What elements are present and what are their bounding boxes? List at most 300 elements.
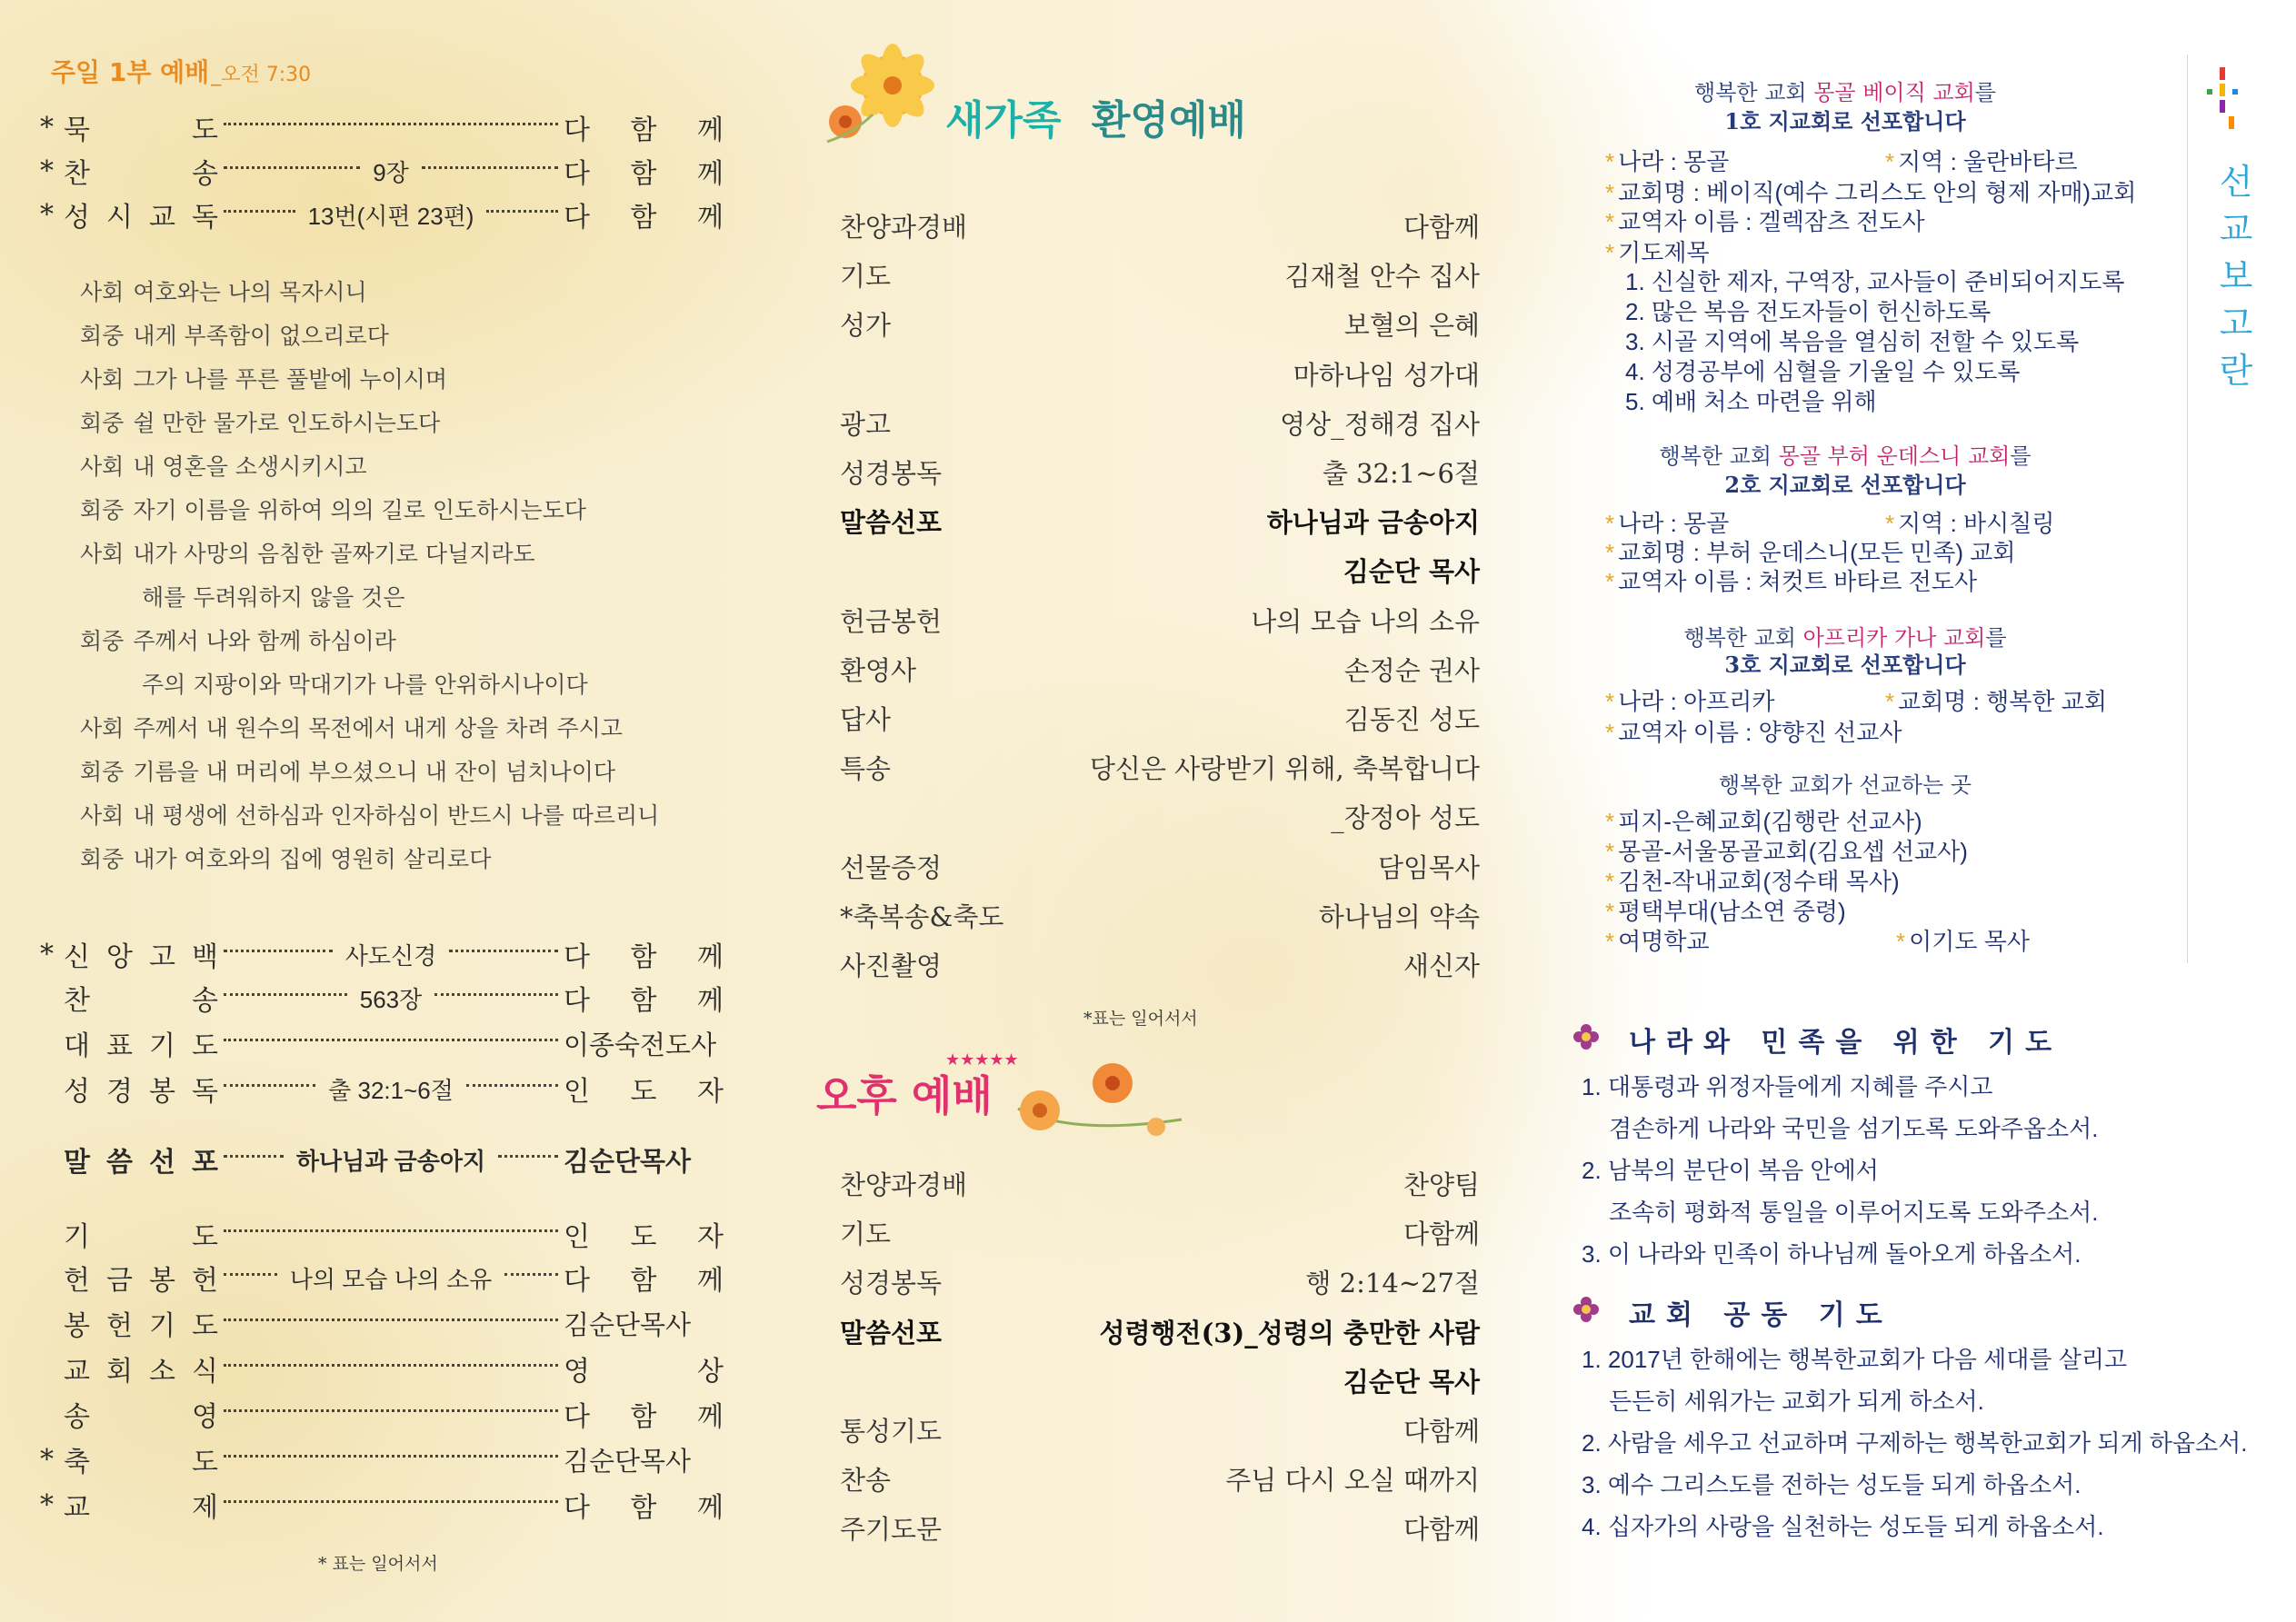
m3-minister-text: 교역자 이름 : 양향진 선교사 [1618, 719, 1902, 746]
program-row [840, 404, 1480, 442]
psalm-line [80, 841, 491, 874]
program-row [840, 1460, 1480, 1498]
dotted-leader [224, 210, 295, 213]
psalm-text: 자기 이름을 위하여 의의 길로 인도하시는도다 [133, 497, 586, 523]
order-item-middle [218, 1458, 564, 1461]
m1-region [1885, 144, 2078, 177]
order-row [40, 1069, 724, 1109]
order-item-title [64, 1394, 218, 1434]
order-item-middle [218, 1504, 564, 1507]
standing-note: * 표는 일어서서 [318, 1554, 438, 1574]
glyph: 자 [697, 1076, 724, 1108]
order-item-detail: 출 32:1~6절 [328, 1076, 454, 1104]
glyph: 포 [192, 1147, 218, 1179]
program-leader: 성령행전(3)_성령의 충만한 사람 [1099, 1317, 1480, 1348]
m3-church [1885, 683, 2107, 717]
order-item-title [64, 1069, 218, 1109]
glyph: 함 [630, 114, 657, 146]
psalm-line [133, 580, 405, 612]
psalm-text: 내가 사망의 음침한 골짜기로 다닐지라도 [133, 541, 535, 567]
dotted-leader [224, 1084, 315, 1087]
mission1-heading-line1 [1618, 78, 2072, 107]
order-item-detail: 13번(시편 23편) [307, 202, 474, 230]
order-row [40, 194, 724, 234]
psalm-role: 회중 [80, 410, 125, 436]
program-leader: 담임목사 [1377, 851, 1480, 883]
church-prayer-line: 1. 2017년 한해에는 행복한교회가 다음 세대를 살리고 [1582, 1346, 2128, 1373]
glyph: 교 [64, 1492, 90, 1524]
order-row [40, 934, 724, 974]
m4-extra-text: 이기도 목사 [1909, 928, 2030, 955]
standing-mark: * [40, 1488, 54, 1521]
order-item-detail: 563장 [359, 985, 423, 1013]
glyph: 영 [564, 1356, 590, 1388]
order-item-leader: 김순단목사 [564, 1145, 692, 1177]
order-item-detail: 9장 [373, 158, 409, 186]
program-row [840, 897, 1480, 934]
program-row [840, 355, 1480, 393]
psalm-text: 내 평생에 선하심과 인자하심이 반드시 나를 따르리니 [133, 802, 660, 829]
glyph: 함 [630, 202, 657, 234]
program-item: 광고 [840, 408, 892, 440]
glyph: 영 [192, 1401, 218, 1433]
star-icon: * [1605, 148, 1615, 175]
order-item-middle [218, 1072, 564, 1106]
program-row [840, 207, 1480, 244]
psalm-line [80, 274, 367, 307]
glyph: 께 [697, 941, 724, 973]
glyph: 성 [64, 1076, 90, 1108]
order-item-title [64, 1303, 218, 1343]
glyph: 께 [697, 1265, 724, 1297]
welcome-title-b: 환영예배 [1091, 97, 1246, 144]
order-item-title [64, 1348, 218, 1388]
star-icon: * [1605, 808, 1615, 835]
order-row [40, 978, 724, 1018]
glyph: 께 [697, 985, 724, 1017]
m2-head-hl: 몽골 부허 운데스니 교회 [1778, 443, 2011, 469]
order-item-leader [564, 978, 724, 1018]
order-item-middle [218, 1261, 564, 1295]
sunday-service-heading [51, 53, 311, 89]
glyph: 식 [192, 1356, 218, 1388]
order-item-middle [218, 1233, 564, 1236]
star-icon: * [1605, 838, 1615, 865]
order-item-middle [218, 981, 564, 1015]
program-row [840, 1509, 1480, 1547]
glyph: 축 [64, 1447, 90, 1478]
star-icon: * [1605, 688, 1615, 715]
m1-nation-text: 나라 : 몽골 [1618, 148, 1730, 175]
order-item-leader [564, 151, 724, 191]
program-row [840, 1263, 1480, 1300]
program-row [840, 798, 1480, 835]
program-item: 주기도문 [840, 1514, 943, 1546]
glyph: 헌 [64, 1265, 90, 1297]
dotted-leader [498, 1155, 558, 1158]
glyph: 찬 [64, 158, 90, 190]
program-item: 찬양과경배 [840, 212, 968, 243]
glyph: 헌 [106, 1310, 133, 1342]
program-row [840, 305, 1480, 343]
dotted-leader [224, 1229, 558, 1232]
flower-bullet-icon [1571, 1294, 1602, 1325]
glyph: 독 [192, 202, 218, 234]
psalm-line [80, 623, 396, 656]
column-divider [2187, 55, 2188, 963]
program-leader: 하나님과 금송아지 [1266, 507, 1480, 539]
program-item: 말씀선포 [840, 1317, 943, 1348]
program-item: 성가 [840, 310, 892, 342]
order-item-leader [564, 107, 724, 147]
dotted-leader [224, 1155, 284, 1158]
dotted-leader [224, 1273, 277, 1276]
glyph: 함 [630, 158, 657, 190]
glyph: 도 [630, 1221, 657, 1253]
dotted-leader [466, 1084, 558, 1087]
order-row [40, 1439, 724, 1479]
nation-prayer-line: 겸손하게 나라와 국민을 섬기도록 도와주옵소서. [1609, 1115, 2099, 1142]
standing-mark: * [40, 111, 54, 144]
psalm-line [80, 536, 535, 569]
standing-mark: * [40, 1443, 54, 1476]
glyph: 고 [149, 941, 175, 973]
star-icon: * [1605, 239, 1615, 266]
glyph: 대 [64, 1030, 90, 1062]
order-row [40, 151, 724, 191]
standing-mark: * [40, 154, 54, 187]
glyph: 함 [630, 941, 657, 973]
flower-branch-icon [1009, 1054, 1191, 1154]
program-item: 답사 [840, 704, 892, 735]
glyph: 교 [64, 1356, 90, 1388]
psalm-line [80, 362, 447, 394]
order-item-title [64, 107, 218, 147]
program-leader: 김순단 목사 [1343, 1366, 1480, 1398]
order-item-title [64, 1214, 218, 1254]
glyph: 께 [697, 1401, 724, 1433]
mission-place-text: 김천-작내교회(정수태 목사) [1618, 868, 1900, 895]
program-item: 특송 [840, 753, 892, 785]
glyph: 성 [64, 202, 90, 234]
m1-head-hl: 몽골 베이직 교회 [1813, 80, 1975, 105]
glyph: 께 [697, 114, 724, 146]
m2-head-post: 를 [2010, 443, 2031, 469]
program-item: 환영사 [840, 654, 917, 686]
heading-title: 주일 1부 예배 [51, 57, 210, 87]
order-item-detail: 나의 모습 나의 소유 [289, 1265, 493, 1293]
psalm-line [80, 711, 623, 743]
glyph: 송 [192, 985, 218, 1017]
glyph: 씀 [106, 1147, 133, 1179]
nation-prayer-line: 조속히 평화적 통일을 이루어지도록 도와주소서. [1609, 1199, 2099, 1226]
m3-minister [1605, 714, 1902, 748]
order-item-detail: 사도신경 [344, 941, 437, 970]
welcome-standing-note: *표는 일어서서 [1083, 1009, 1198, 1029]
order-item-middle [218, 1143, 564, 1177]
program-leader: 김순단 목사 [1343, 556, 1480, 588]
dotted-leader [224, 1364, 558, 1367]
m1-region-text: 지역 : 울란바타르 [1898, 148, 2078, 175]
program-leader: 영상_정해경 집사 [1280, 408, 1480, 440]
program-leader: 찬양팀 [1403, 1169, 1480, 1200]
dotted-leader [422, 166, 558, 169]
glyph: 도 [192, 1447, 218, 1478]
star-icon: * [1885, 510, 1895, 537]
program-row [840, 453, 1480, 491]
program-leader: 나의 모습 나의 소유 [1251, 605, 1480, 637]
glyph: 도 [192, 1310, 218, 1342]
dotted-leader [224, 1455, 558, 1458]
glyph: 앙 [106, 941, 133, 973]
svg-text:★★★★★: ★★★★★ [945, 1050, 1019, 1070]
program-item: 선물증정 [840, 851, 943, 883]
m4-extra [1896, 923, 2030, 957]
star-icon: * [1605, 898, 1615, 925]
program-item: 성경봉독 [840, 1268, 943, 1299]
nation-prayer-line: 3. 이 나라와 민족이 하나님께 돌아오게 하옵소서. [1582, 1240, 2081, 1268]
dotted-leader [224, 993, 347, 996]
mission-place-text: 여명학교 [1618, 928, 1710, 955]
order-item-leader: 이종숙전도사 [564, 1029, 717, 1060]
dotted-leader [449, 950, 558, 952]
psalm-role: 사회 [80, 541, 125, 567]
dotted-leader [224, 950, 333, 952]
psalm-text: 쉴 만한 물가로 인도하시는도다 [133, 410, 441, 436]
star-icon: * [1605, 928, 1615, 955]
dotted-leader [504, 1273, 558, 1276]
star-icon: * [1885, 148, 1895, 175]
psalm-text: 해를 두려워하지 않을 것은 [142, 584, 405, 611]
star-icon: * [1605, 208, 1615, 235]
m2-region-text: 지역 : 바시칠링 [1898, 510, 2055, 537]
star-icon: * [1885, 688, 1895, 715]
glyph: 기 [64, 1221, 90, 1253]
glyph: 선 [149, 1147, 175, 1179]
psalm-role: 사회 [80, 802, 125, 829]
church-prayer-title: 교회 공동 기도 [1629, 1299, 1893, 1331]
order-row [40, 1303, 724, 1343]
m1-minister-text: 교역자 이름 : 겔렉잠츠 전도사 [1618, 208, 1925, 235]
program-row [840, 1214, 1480, 1251]
m1-prayer-item: 2. 많은 복음 전도자들이 헌신하도록 [1625, 298, 1992, 325]
order-item-detail: 하나님과 금송아지 [295, 1147, 486, 1175]
program-row [840, 256, 1480, 294]
glyph: 인 [564, 1076, 590, 1108]
program-leader: 출 32:1~6절 [1322, 458, 1480, 489]
mission4-heading: 행복한 교회가 선교하는 곳 [1719, 772, 1972, 798]
program-leader: 하나님의 약속 [1318, 901, 1480, 932]
mission-place-item [1605, 923, 1710, 957]
glyph: 경 [106, 1076, 133, 1108]
psalm-text: 주께서 나와 함께 하심이라 [133, 628, 396, 654]
order-item-middle [218, 1368, 564, 1370]
mission-place-text: 몽골-서울몽골교회(김요셉 선교사) [1618, 838, 1968, 865]
glyph: 헌 [192, 1265, 218, 1297]
m3-church-text: 교회명 : 행복한 교회 [1898, 688, 2107, 715]
program-row [840, 700, 1480, 737]
glyph: 묵 [64, 114, 90, 146]
dotted-leader [434, 993, 558, 996]
afternoon-service-title: 오후 예배 [816, 1071, 993, 1120]
m3-nation-text: 나라 : 아프리카 [1618, 688, 1775, 715]
cross-logo-icon [2201, 64, 2247, 154]
glyph: 다 [564, 1492, 590, 1524]
order-item-title [64, 1139, 218, 1179]
program-item: *축복송&축도 [840, 901, 1004, 932]
standing-mark: * [40, 938, 54, 970]
psalm-role: 사회 [80, 453, 125, 480]
glyph: 다 [564, 941, 590, 973]
m1-prayer-item: 4. 성경공부에 심혈을 기울일 수 있도록 [1625, 358, 2021, 385]
psalm-text: 내 영혼을 소생시키시고 [133, 453, 367, 480]
order-item-middle [218, 1042, 564, 1045]
order-row [40, 1139, 724, 1179]
glyph: 다 [564, 1265, 590, 1297]
m1-head-post: 를 [1974, 80, 1996, 105]
order-item-leader [564, 1069, 724, 1109]
glyph: 다 [564, 158, 590, 190]
program-leader: 행 2:14~27절 [1305, 1268, 1480, 1299]
psalm-role: 사회 [80, 715, 125, 741]
glyph: 표 [106, 1030, 133, 1062]
mission3-heading-line2: 3호 지교회로 선포합니다 [1724, 652, 1966, 678]
dotted-leader [224, 123, 558, 125]
dotted-leader [224, 1500, 558, 1503]
program-row [840, 651, 1480, 688]
m2-minister [1605, 563, 1977, 597]
m3-head-post: 를 [1985, 625, 2007, 651]
psalm-role: 회중 [80, 759, 125, 785]
order-item-title [64, 1439, 218, 1479]
program-item: 기도 [840, 261, 892, 293]
psalm-role: 회중 [80, 497, 125, 523]
mission-place-text: 평택부대(남소연 중령) [1618, 898, 1846, 925]
glyph: 인 [564, 1221, 590, 1253]
m1-nation [1605, 144, 1729, 177]
program-row [840, 503, 1480, 540]
order-item-leader: 김순단목사 [564, 1445, 692, 1477]
order-item-leader [564, 1394, 724, 1434]
glyph: 제 [192, 1492, 218, 1524]
glyph: 자 [697, 1221, 724, 1253]
program-leader: 보혈의 은혜 [1343, 310, 1480, 342]
order-item-middle [218, 1322, 564, 1325]
program-item: 기도 [840, 1219, 892, 1250]
psalm-text: 기름을 내 머리에 부으셨으니 내 잔이 넘치나이다 [133, 759, 615, 785]
program-leader: 손정순 권사 [1343, 654, 1480, 686]
order-row [40, 1023, 724, 1063]
program-leader: 다함께 [1403, 1219, 1480, 1250]
star-icon: * [1605, 568, 1615, 595]
program-row [840, 848, 1480, 885]
glyph: 회 [106, 1356, 133, 1388]
glyph: 함 [630, 985, 657, 1017]
order-row [40, 1258, 724, 1298]
flower-decoration-icon [818, 51, 945, 151]
dotted-leader [224, 166, 360, 169]
psalm-line [80, 754, 615, 787]
glyph: 봉 [149, 1265, 175, 1297]
glyph: 찬 [64, 985, 90, 1017]
order-item-title [64, 194, 218, 234]
psalm-line [133, 667, 588, 700]
program-item: 사진촬영 [840, 950, 943, 981]
glyph: 도 [192, 1030, 218, 1062]
star-icon: * [1605, 510, 1615, 537]
heading-time: _오전 7:30 [211, 64, 312, 86]
program-item: 성경봉독 [840, 458, 943, 489]
order-item-title [64, 1258, 218, 1298]
star-icon: * [1605, 868, 1615, 895]
psalm-role: 회중 [80, 628, 125, 654]
nation-prayer-line: 1. 대통령과 위정자들에게 지혜를 주시고 [1582, 1073, 1993, 1100]
program-leader: _장정아 성도 [1331, 802, 1480, 834]
glyph: 도 [630, 1076, 657, 1108]
church-prayer-line: 3. 예수 그리스도를 전하는 성도들 되게 하옵소서. [1582, 1471, 2081, 1498]
program-leader: 주님 다시 오실 때까지 [1225, 1465, 1480, 1497]
m1-prayer-item: 3. 시골 지역에 복음을 열심히 전할 수 있도록 [1625, 328, 2080, 355]
nation-prayer-line: 2. 남북의 분단이 복음 안에서 [1582, 1157, 1879, 1184]
m2-church-text: 교회명 : 부허 운데스니(모든 민족) 교회 [1618, 539, 2016, 566]
glyph: 께 [697, 158, 724, 190]
order-item-middle [218, 126, 564, 129]
order-item-title [64, 978, 218, 1018]
program-row [840, 552, 1480, 589]
order-row [40, 1214, 724, 1254]
glyph: 교 [149, 202, 175, 234]
order-item-title [64, 151, 218, 191]
glyph: 시 [106, 202, 133, 234]
m2-head-pre: 행복한 교회 [1659, 443, 1779, 469]
glyph: 봉 [149, 1076, 175, 1108]
order-item-middle [218, 154, 564, 188]
glyph: 기 [149, 1310, 175, 1342]
program-leader: 다함께 [1403, 212, 1480, 243]
mission-report-label: 선 교 보 고 란 [2219, 164, 2253, 391]
glyph: 기 [149, 1030, 175, 1062]
m1-church-text: 교회명 : 베이직(예수 그리스도 안의 형제 자매)교회 [1618, 179, 2137, 206]
m1-prayer-item: 5. 예배 처소 마련을 위해 [1625, 388, 1877, 415]
mission-place-item [1605, 803, 1922, 837]
order-item-leader [564, 1214, 724, 1254]
star-icon: * [1605, 719, 1615, 746]
church-prayer-line: 든든히 세워가는 교회가 되게 하소서. [1609, 1388, 1984, 1415]
psalm-role: 사회 [80, 366, 125, 393]
m1-head-pre: 행복한 교회 [1694, 80, 1814, 105]
welcome-title-a: 새가족 [945, 97, 1062, 144]
program-row [840, 1165, 1480, 1202]
star-icon: * [1896, 928, 1906, 955]
psalm-role: 회중 [80, 846, 125, 872]
program-item: 통성기도 [840, 1416, 943, 1447]
mission2-heading-line2: 2호 지교회로 선포합니다 [1724, 472, 1966, 498]
program-leader: 새신자 [1403, 950, 1480, 981]
program-row [840, 1313, 1480, 1350]
glyph: 백 [192, 941, 218, 973]
psalm-line [80, 798, 659, 831]
order-item-title [64, 1023, 218, 1063]
program-row [840, 1362, 1480, 1399]
glyph: 도 [192, 1221, 218, 1253]
glyph: 금 [106, 1265, 133, 1297]
psalm-line [80, 493, 586, 525]
mission-place-item [1605, 833, 1968, 867]
order-item-leader [564, 1485, 724, 1525]
standing-mark: * [40, 198, 54, 231]
psalm-role: 사회 [80, 279, 125, 305]
program-row [840, 946, 1480, 983]
